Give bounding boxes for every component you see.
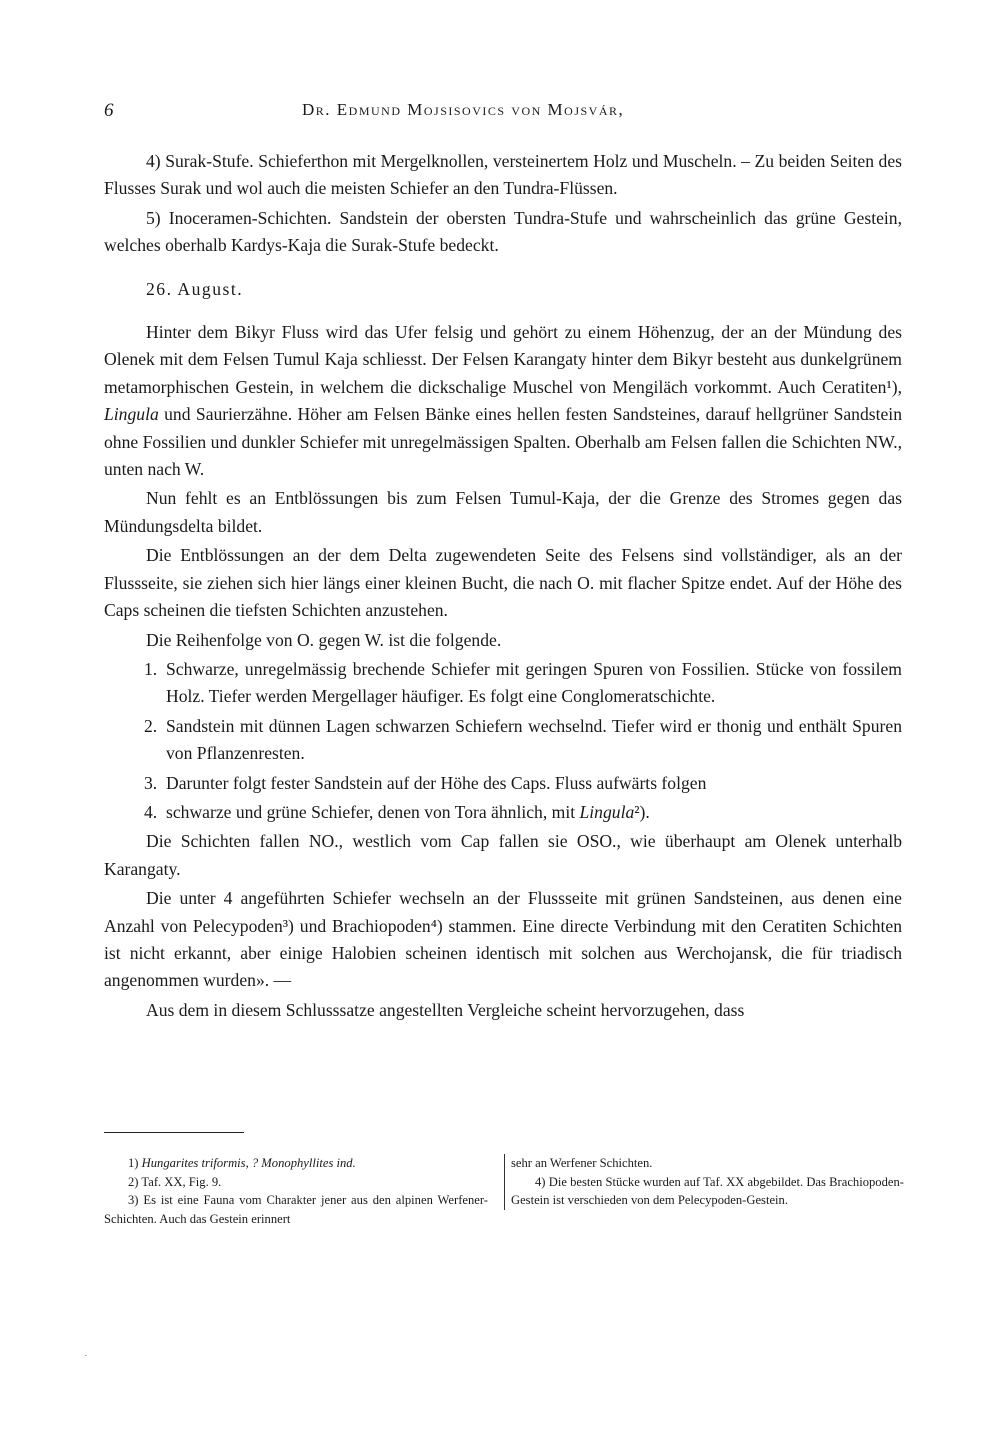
list-item xyxy=(104,770,902,797)
footnote-number: 1) xyxy=(128,1156,139,1170)
paragraph: Nun fehlt es an Entblössungen bis zum Felsen Tumul-Kaja, der die Grenze des Stromes gegen das Mündungsdelta bildet. xyxy=(104,488,902,536)
paragraph xyxy=(104,319,902,483)
page-number: 6 xyxy=(104,100,114,121)
body-text xyxy=(104,148,902,1026)
footnote: 2) Taf. XX, Fig. 9. xyxy=(128,1174,222,1189)
text-run: und Saurierzähne. Höher am Felsen Bänke eines hellen festen Sandsteines, darauf hellgrüner Sandstein ohne Fossilien und dunkler Schiefer mit unregelmässigen Spalten. Oberhalb am Felsen fallen die Schichten NW., unten nach W. xyxy=(104,404,902,480)
list-text: ²). xyxy=(634,801,650,822)
footnote: 4) Die besten Stücke wurden auf Taf. XX abgebildet. Das Brachiopoden-Gestein ist verschieden von dem Pelecypoden-Gestein. xyxy=(511,1174,904,1207)
list-item xyxy=(104,799,902,826)
paragraph: 5) Inoceramen-Schichten. Sandstein der obersten Tundra-Stufe und wahrscheinlich das grüne Gestein, welches oberhalb Kardys-Kaja die Surak-Stufe bedeckt. xyxy=(104,207,902,256)
paragraph: 4) Surak-Stufe. Schieferthon mit Mergelknollen, versteinertem Holz und Muscheln. – Zu beiden Seiten des Flusses Surak und wol auch die meisten Schiefer an den Tundra-Flüssen. xyxy=(104,151,902,199)
paragraph: Die Reihenfolge von O. gegen W. ist die folgende. xyxy=(146,629,502,650)
footnote xyxy=(104,1154,488,1173)
date-heading: 26. August. xyxy=(146,278,244,299)
scan-speck: · xyxy=(84,1350,88,1362)
italic-term: Lingula xyxy=(104,404,159,425)
list-number: 1. xyxy=(144,658,158,679)
footnote-continuation: sehr an Werfener Schichten. xyxy=(511,1156,653,1170)
footnote-rule xyxy=(104,1132,244,1133)
page-header xyxy=(104,100,900,128)
paragraph: Aus dem in diesem Schlusssatze angestellten Vergleiche scheint hervorzugehen, dass xyxy=(146,999,745,1020)
footnote-italic: Hungarites triformis, ? Monophyllites ind. xyxy=(141,1156,356,1170)
list-item xyxy=(104,656,902,711)
footnote-column-right xyxy=(504,1154,904,1210)
italic-term: Lingula xyxy=(579,801,635,822)
text-run: Hinter dem Bikyr Fluss wird das Ufer felsig und gehört zu einem Höhenzug, der an der Mündung des Olenek mit dem Felsen Tumul Kaja schliesst. Der Felsen Karangaty hinter dem Bikyr besteht aus dunkelgrünem metamorphischen Gestein, in welchem die dickschalige Muschel von Mengiläch vorkommt. Auch Ceratiten¹), xyxy=(104,322,902,397)
paragraph: Die unter 4 angeführten Schiefer wechseln an der Flussseite mit grünen Sandsteinen, aus denen eine Anzahl von Pelecypoden³) und Brachiopoden⁴) stammen. Eine directe Verbindung mit den Ceratiten Schichten ist nicht erkannt, aber einige Halobien scheinen identisch mit solchen aus Werchojansk, die für triadisch angenommen wurden». — xyxy=(104,888,902,991)
list-text: Sandstein mit dünnen Lagen schwarzen Schiefern wechselnd. Tiefer wird er thonig und enthält Spuren von Pflanzenresten. xyxy=(166,715,902,764)
list-text: schwarze und grüne Schiefer, denen von Tora ähnlich, mit xyxy=(166,801,580,822)
paragraph: Die Schichten fallen NO., westlich vom Cap fallen sie OSO., wie überhaupt am Olenek unterhalb Karangaty. xyxy=(104,831,902,879)
list-item xyxy=(104,713,902,768)
list-number: 4. xyxy=(144,801,158,822)
list-text: Darunter folgt fester Sandstein auf der Höhe des Caps. Fluss aufwärts folgen xyxy=(166,772,707,793)
list-number: 3. xyxy=(144,772,158,793)
footnote: 3) Es ist eine Fauna vom Charakter jener aus den alpinen Werfener-Schichten. Auch das Gestein erinnert xyxy=(104,1193,488,1226)
footnote-column-left xyxy=(104,1154,488,1228)
running-head: Dr. Edmund Mojsisovics von Mojsvár, xyxy=(302,100,625,119)
list-number: 2. xyxy=(144,715,158,736)
list-text: Schwarze, unregelmässig brechende Schiefer mit geringen Spuren von Fossilien. Stücke von fossilem Holz. Tiefer werden Mergellager häufiger. Es folgt eine Conglomeratschichte. xyxy=(166,658,902,707)
paragraph: Die Entblössungen an der dem Delta zugewendeten Seite des Felsens sind vollständiger, als an der Flussseite, sie ziehen sich hier längs einer kleinen Bucht, die nach O. mit flacher Spitze endet. Auf der Höhe des Caps scheinen die tiefsten Schichten anzustehen. xyxy=(104,545,902,621)
